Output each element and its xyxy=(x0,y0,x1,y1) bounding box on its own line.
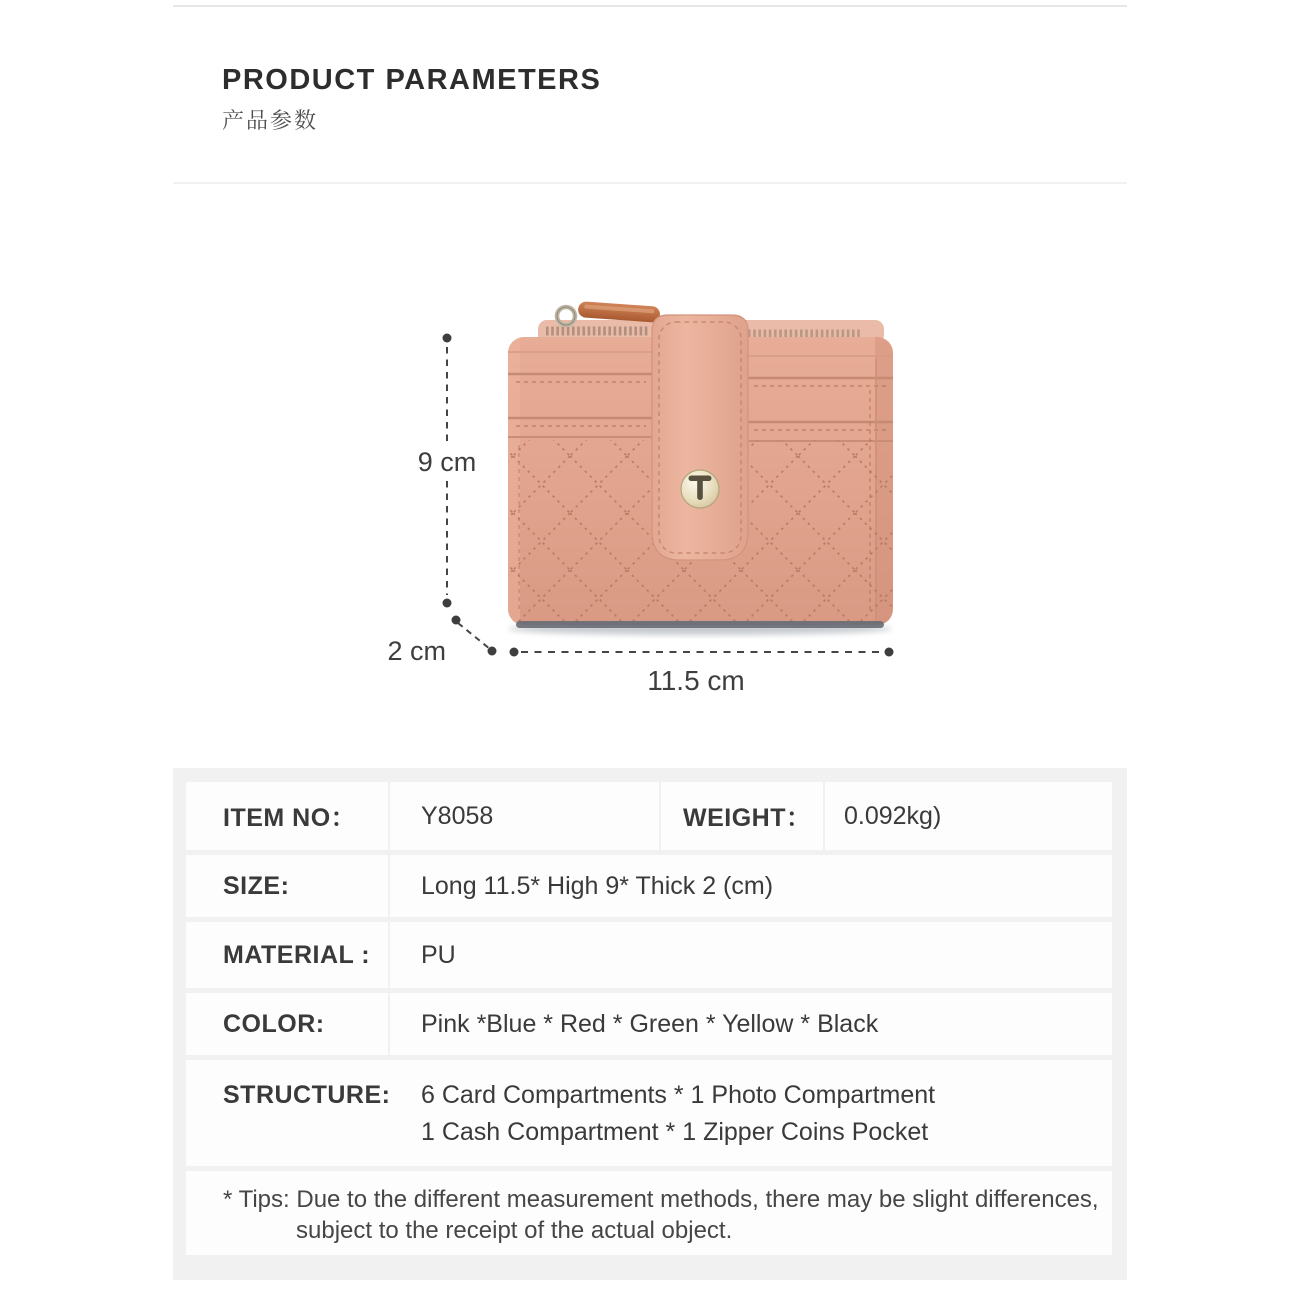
wallet-strap xyxy=(652,315,748,560)
header-divider xyxy=(173,182,1127,184)
size-value: Long 11.5* High 9* Thick 2 (cm) xyxy=(390,855,1112,917)
width-dimension-label: 11.5 cm xyxy=(647,665,745,696)
table-row-material xyxy=(186,922,1112,988)
wallet-illustration xyxy=(370,268,940,708)
color-value: Pink *Blue * Red * Green * Yellow * Black xyxy=(390,993,1112,1055)
tips-cell xyxy=(186,1171,1112,1255)
structure-cell xyxy=(186,1060,1112,1166)
structure-value-line2: 1 Cash Compartment * 1 Zipper Coins Pocket xyxy=(421,1118,929,1146)
table-row-size xyxy=(186,855,1112,917)
page-subtitle-zh: 产品参数 xyxy=(222,108,319,133)
color-label: COLOR: xyxy=(186,993,388,1055)
zipper-pull-cord xyxy=(578,301,661,323)
section-header xyxy=(222,64,601,135)
table-row-tips xyxy=(186,1171,1112,1255)
structure-value xyxy=(421,1077,935,1151)
snap-button xyxy=(681,470,719,508)
item-no-label: ITEM NO： xyxy=(186,782,388,850)
tips-line2: subject to the receipt of the actual object. xyxy=(296,1217,733,1244)
page-title: PRODUCT PARAMETERS xyxy=(222,64,602,96)
tips-line1: * Tips: Due to the different measurement methods, there may be slight differences, xyxy=(223,1186,1099,1213)
weight-value: 0.092kg) xyxy=(825,782,1112,850)
item-no-value: Y8058 xyxy=(390,782,659,850)
height-dimension-label: 9 cm xyxy=(417,447,477,477)
material-label: MATERIAL : xyxy=(186,922,388,988)
spec-table xyxy=(173,768,1127,1280)
table-row-color xyxy=(186,993,1112,1055)
top-divider xyxy=(173,5,1127,7)
size-label: SIZE: xyxy=(186,855,388,917)
thickness-dimension-label: 2 cm xyxy=(387,636,446,666)
weight-label: WEIGHT： xyxy=(661,782,823,850)
table-row-structure xyxy=(186,1060,1112,1166)
structure-value-line1: 6 Card Compartments * 1 Photo Compartment xyxy=(421,1081,936,1109)
structure-label: STRUCTURE: xyxy=(223,1081,391,1109)
table-row-itemno-weight xyxy=(186,782,1112,850)
product-figure xyxy=(370,268,940,708)
material-value: PU xyxy=(390,922,1112,988)
